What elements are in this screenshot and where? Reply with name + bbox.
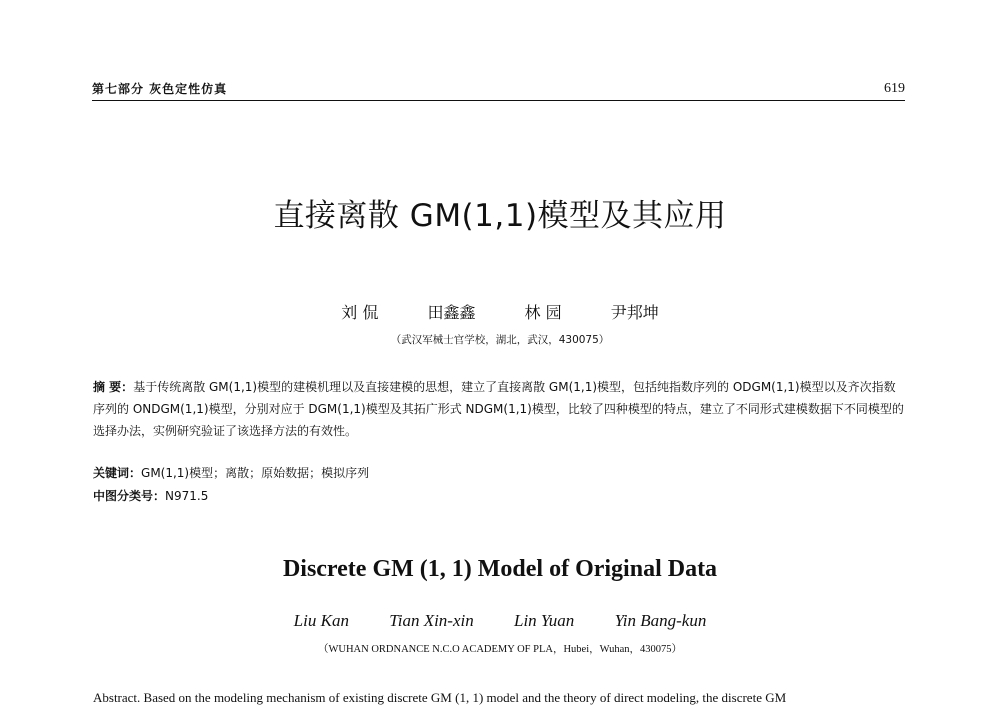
author-name: 尹邦坤 — [610, 303, 659, 322]
paper-title-english: Discrete GM (1, 1) Model of Original Data — [282, 556, 718, 582]
paper-title-chinese: 直接离散 GM(1,1)模型及其应用 — [273, 198, 727, 234]
abstract-chinese — [93, 376, 905, 442]
abstract-english-partial: Abstract. Based on the modeling mechanism of existing discrete GM (1, 1) model and the theory of direct modeling, the discrete GM — [93, 690, 787, 705]
author-name: Yin Bang-kun — [614, 611, 707, 630]
classification-line — [93, 487, 208, 504]
abstract-text: 基于传统离散 GM(1,1)模型的建模机理以及直接建模的思想，建立了直接离散 GM(1,1)模型，包括纯指数序列的 ODGM(1,1)模型以及齐次指数序列的 ONDGM(1,1)模型，分别对应于 DGM(1,1)模型及其拓广形式 NDGM(1,1)模型，比较了四种模型的特点，建立了不同形式建模数据下不同模型的选择办法，实例研究验证了该选择方法的有效性。 — [93, 380, 904, 438]
author-name: 林 园 — [524, 303, 562, 322]
author-name: 田鑫鑫 — [427, 303, 476, 322]
author-list-chinese — [0, 300, 1000, 323]
affiliation-english: （WUHAN ORDNANCE N.C.O ACADEMY OF PLA，Hubei，Wuhan，430075） — [317, 644, 683, 655]
author-name: Liu Kan — [293, 611, 349, 630]
author-name: Lin Yuan — [513, 611, 575, 630]
affiliation-chinese: （武汉军械士官学校，湖北，武汉，430075） — [390, 334, 610, 346]
abstract-label: 摘 要： — [93, 380, 134, 394]
keywords-line — [93, 464, 369, 481]
author-list-english — [0, 611, 1000, 631]
page-number: 619 — [884, 81, 905, 96]
classification-label: 中图分类号： — [93, 489, 166, 503]
keywords-label: 关键词： — [93, 466, 142, 480]
author-name: 刘 侃 — [341, 303, 379, 322]
classification-code: N971.5 — [165, 489, 209, 503]
running-header — [92, 78, 905, 101]
keywords-text: GM(1,1)模型；离散；原始数据；模拟序列 — [141, 466, 370, 480]
author-name: Tian Xin-xin — [389, 611, 474, 630]
section-label: 第七部分 灰色定性仿真 — [92, 82, 228, 96]
